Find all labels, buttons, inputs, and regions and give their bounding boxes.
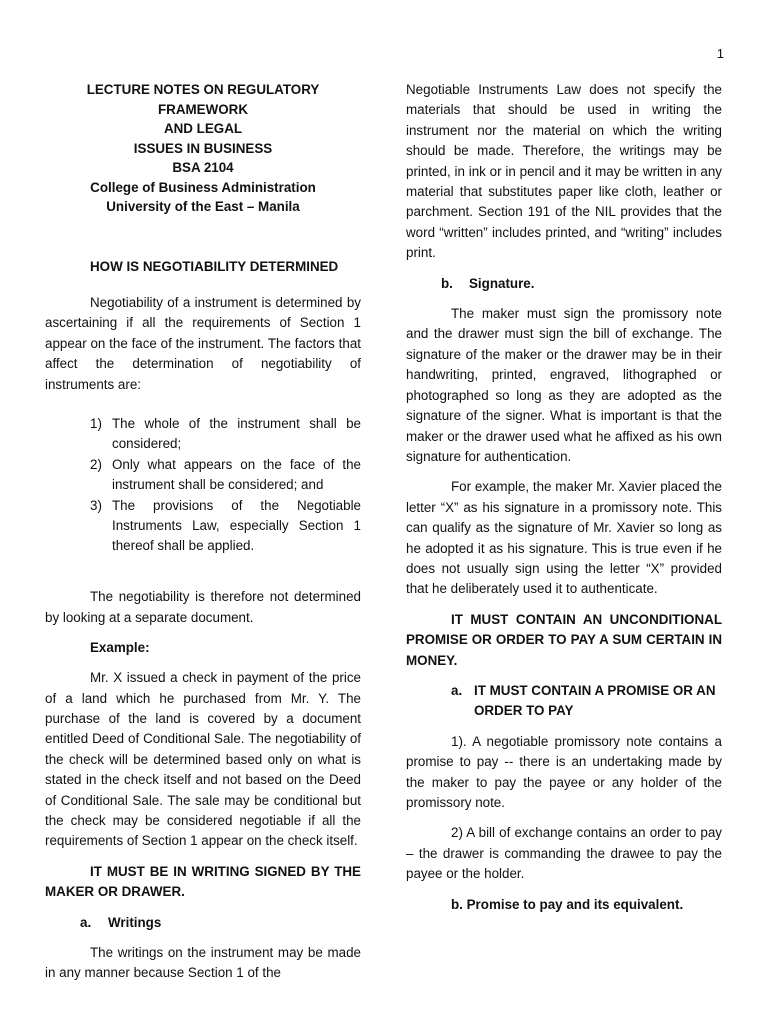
header-line: College of Business Administration [90, 179, 316, 195]
list-number: 2) [90, 456, 102, 472]
subheading-marker: b. [441, 275, 453, 291]
subheading [451, 681, 722, 722]
list-item [90, 496, 361, 557]
paragraph: Mr. X issued a check in payment of the price of a land which he purchased from Mr. Y. The purchase of the land is covered by a document entitled Deed of Conditional Sale. The negotiability of the check will be determined based only on what is stated in the check itself and not based on the Deed of Conditional Sale. The sale may be conditional but the check may be considered negotiable if all the requirements of Section 1 appear on the check itself. [45, 670, 361, 849]
section-title: IT MUST CONTAIN AN UNCONDITIONAL PROMISE OR ORDER TO PAY A SUM CERTAIN IN MONEY. [406, 611, 722, 668]
subheading [441, 274, 722, 294]
paragraph: 2) A bill of exchange contains an order to pay – the drawer is commanding the drawee to pay the payee or the holder. [406, 825, 722, 882]
paragraph: For example, the maker Mr. Xavier placed the letter “X” as his signature in a promissory note. This can qualify as the signature of Mr. Xavier so long as he adopted it as his signature. This is true even if he does not usually sign using the letter “X” provided that he deliberately used it to authenticate. [406, 479, 722, 597]
requirements-list [45, 414, 361, 557]
subheading-label: Writings [108, 914, 162, 930]
list-text: Only what appears on the face of the instrument shall be considered; and [112, 456, 361, 493]
paragraph-part [45, 943, 361, 984]
paragraph: Negotiability of a instrument is determined by ascertaining if all the requirements of Section 1 appear on the face of the instrument. The factors that affect the determination of negotiability of instruments are: [45, 294, 361, 392]
list-number: 1) [90, 415, 102, 431]
document-header [45, 80, 361, 217]
paragraph: 1). A negotiable promissory note contains a promise to pay -- there is an undertaking made by the maker to pay the payee or any holder of the promissory note. [406, 733, 722, 810]
paragraph: The maker must sign the promissory note and the drawer must sign the bill of exchange. The signature of the maker or the drawer may be in their handwriting, printed, engraved, lithographed or photographed so long as they are adopted as the signature of the signer. What is important is that the maker or the drawer used what he affixed as his own signature for authentication. [406, 306, 722, 464]
page-number: 1 [716, 46, 724, 61]
example-label: Example: [90, 639, 150, 655]
list-number: 3) [90, 497, 102, 513]
paragraph: The negotiability is therefore not determined by looking at a separate document. [45, 588, 361, 625]
subheading [80, 913, 361, 933]
list-text: The whole of the instrument shall be considered; [112, 415, 361, 452]
writings-text-start: The writings on the instrument may be made in any manner because Section 1 of the [45, 945, 361, 981]
left-column [45, 80, 361, 984]
list-text: The provisions of the Negotiable Instruments Law, especially Section 1 thereof shall be applied. [112, 497, 361, 554]
section-title: IT MUST BE IN WRITING SIGNED BY THE MAKER OR DRAWER. [45, 863, 361, 900]
subheading-label: Signature. [469, 275, 535, 291]
subheading: b. Promise to pay and its equivalent. [451, 896, 684, 912]
header-line: ISSUES IN BUSINESS [133, 140, 273, 156]
subheading-marker: a. [80, 914, 92, 930]
subheading-marker: a. [451, 682, 463, 698]
header-line: BSA 2104 [172, 160, 234, 175]
header-line: University of the East – Manila [106, 199, 300, 214]
subheading-label: IT MUST CONTAIN A PROMISE OR AN ORDER TO PAY [474, 682, 716, 719]
paragraph: Negotiable Instruments Law does not specify the materials that should be used in writing the instrument nor the material on which the writing should be made. Therefore, the writings may be printed, in ink or in pencil and it may be written in any material that substitutes paper like cloth, leather or parchment. Section 191 of the NIL provides that the word “written” includes printed, and “writing” includes print. [406, 82, 722, 261]
section-title: HOW IS NEGOTIABILITY DETERMINED [90, 258, 339, 274]
list-item [90, 455, 361, 496]
right-column [406, 80, 722, 915]
list-item [90, 414, 361, 455]
header-line: AND LEGAL [163, 121, 243, 136]
header-line: LECTURE NOTES ON REGULATORY FRAMEWORK [86, 82, 320, 117]
